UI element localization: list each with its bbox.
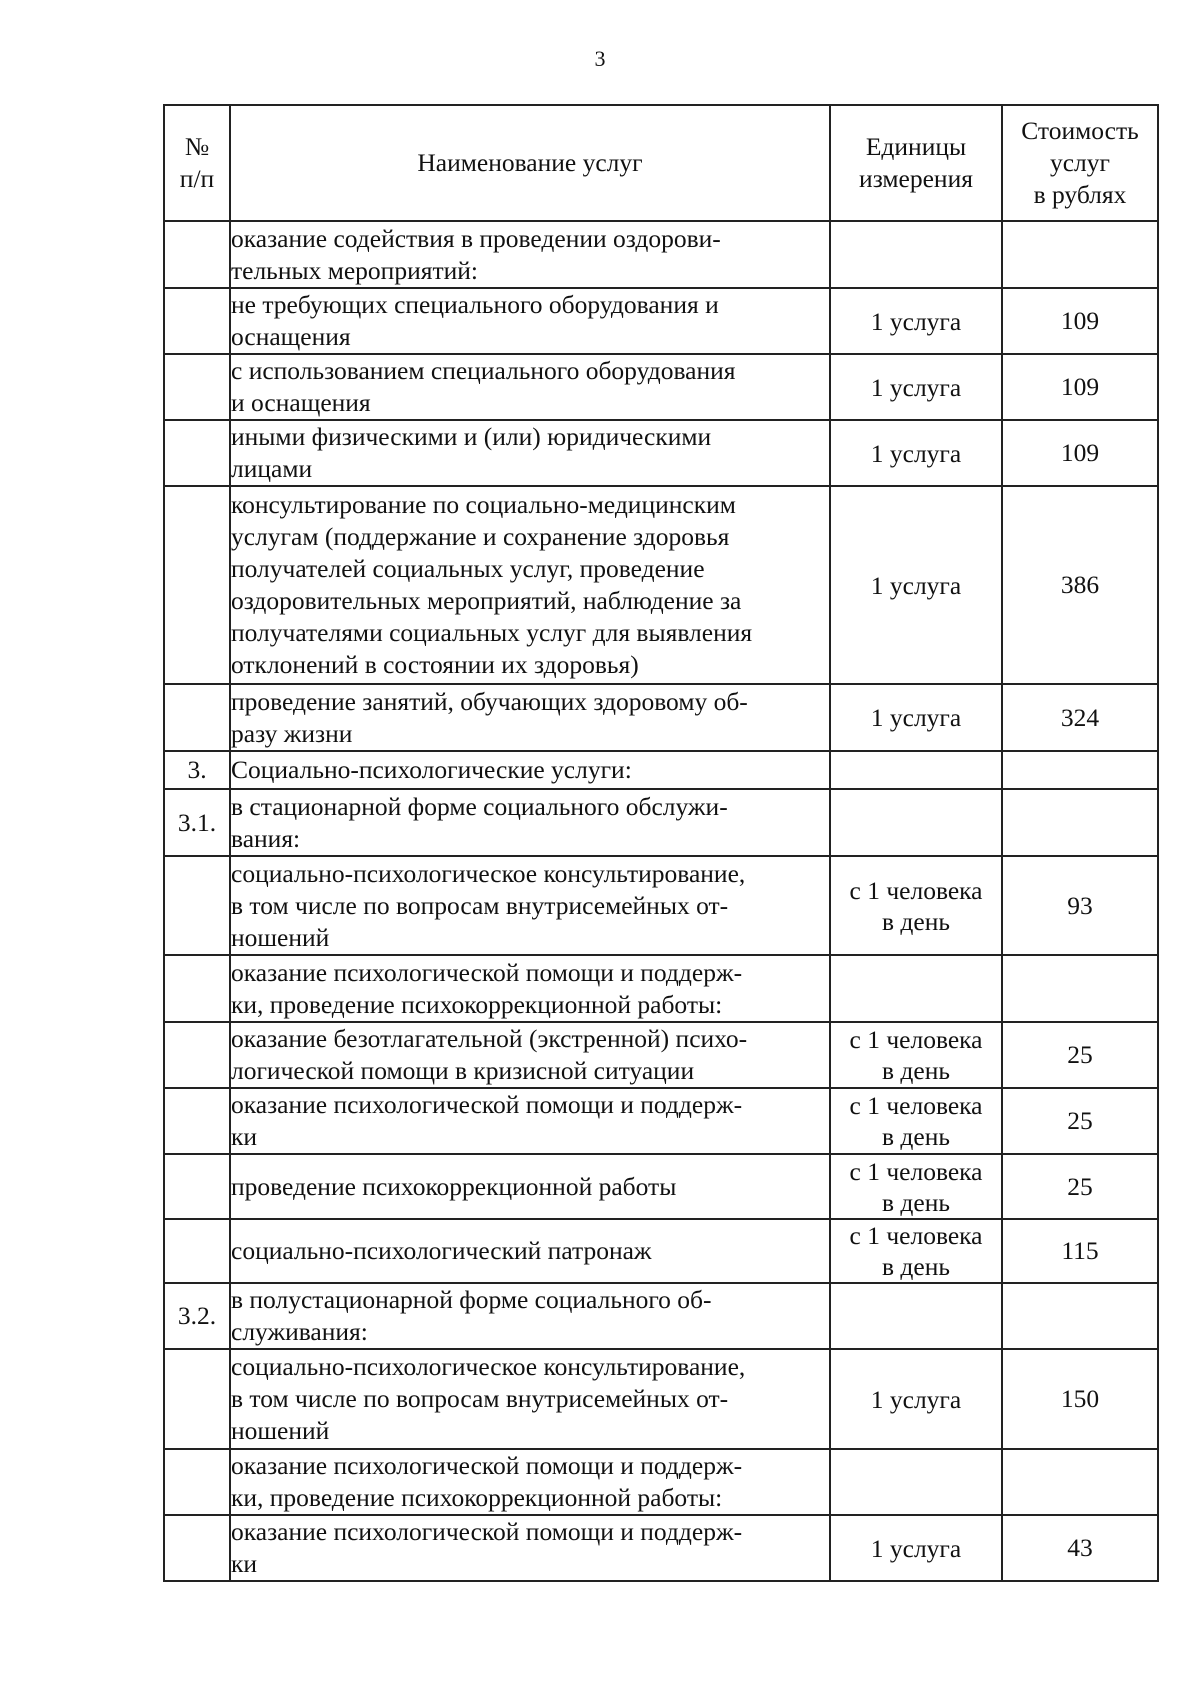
- service-name: социально-психологическое консультирование, в том числе по вопросам внутрисемейных от- ношений: [230, 1349, 830, 1449]
- row-number: 3.1.: [164, 789, 230, 856]
- table-row: [164, 1154, 1158, 1219]
- service-name: оказание содействия в проведении оздорови- тельных мероприятий:: [230, 221, 830, 288]
- row-number: 3.2.: [164, 1283, 230, 1349]
- unit-of-measure: с 1 человека в день: [830, 1219, 1002, 1283]
- price-value: 25: [1002, 1088, 1158, 1154]
- service-name: оказание психологической помощи и поддерж- ки, проведение психокоррекционной работы:: [230, 1449, 830, 1515]
- table-row: [164, 486, 1158, 684]
- table-row: [164, 684, 1158, 751]
- header-price: Стоимость услуг в рублях: [1002, 105, 1158, 221]
- unit-of-measure: 1 услуга: [830, 1515, 1002, 1581]
- price-value: [1002, 789, 1158, 856]
- price-value: 25: [1002, 1022, 1158, 1088]
- service-name: проведение занятий, обучающих здоровому об- разу жизни: [230, 684, 830, 751]
- unit-of-measure: [830, 1449, 1002, 1515]
- unit-of-measure: 1 услуга: [830, 288, 1002, 354]
- unit-of-measure: 1 услуга: [830, 1349, 1002, 1449]
- table-row: [164, 955, 1158, 1022]
- service-name: иными физическими и (или) юридическими лицами: [230, 420, 830, 486]
- service-name: с использованием специального оборудования и оснащения: [230, 354, 830, 420]
- price-value: 109: [1002, 354, 1158, 420]
- price-value: 150: [1002, 1349, 1158, 1449]
- unit-of-measure: с 1 человека в день: [830, 856, 1002, 955]
- price-value: 115: [1002, 1219, 1158, 1283]
- unit-of-measure: 1 услуга: [830, 420, 1002, 486]
- table-row: [164, 1022, 1158, 1088]
- unit-of-measure: 1 услуга: [830, 486, 1002, 684]
- row-number: [164, 288, 230, 354]
- row-number: 3.: [164, 751, 230, 789]
- page-number: 3: [594, 46, 606, 71]
- table-row: [164, 856, 1158, 955]
- subsection-title: в полустационарной форме социального об- служивания:: [230, 1283, 830, 1349]
- header-number: № п/п: [164, 105, 230, 221]
- price-value: 109: [1002, 288, 1158, 354]
- table-row: [164, 751, 1158, 789]
- price-value: 386: [1002, 486, 1158, 684]
- unit-of-measure: [830, 1283, 1002, 1349]
- price-value: [1002, 1449, 1158, 1515]
- row-number: [164, 1515, 230, 1581]
- table-row: [164, 1449, 1158, 1515]
- price-value: 109: [1002, 420, 1158, 486]
- price-value: [1002, 221, 1158, 288]
- table-row: [164, 789, 1158, 856]
- price-value: [1002, 751, 1158, 789]
- table-row: [164, 420, 1158, 486]
- unit-of-measure: [830, 751, 1002, 789]
- row-number: [164, 1349, 230, 1449]
- table-row: [164, 1349, 1158, 1449]
- price-value: 25: [1002, 1154, 1158, 1219]
- table-row: [164, 1219, 1158, 1283]
- unit-of-measure: [830, 789, 1002, 856]
- service-name: социально-психологический патронаж: [230, 1219, 830, 1283]
- table-row: [164, 1088, 1158, 1154]
- service-name: оказание психологической помощи и поддерж- ки: [230, 1088, 830, 1154]
- service-name: проведение психокоррекционной работы: [230, 1154, 830, 1219]
- row-number: [164, 1449, 230, 1515]
- row-number: [164, 1022, 230, 1088]
- row-number: [164, 354, 230, 420]
- row-number: [164, 1088, 230, 1154]
- unit-of-measure: с 1 человека в день: [830, 1022, 1002, 1088]
- price-value: 43: [1002, 1515, 1158, 1581]
- service-name: оказание психологической помощи и поддерж- ки, проведение психокоррекционной работы:: [230, 955, 830, 1022]
- section-title: Социально-психологические услуги:: [230, 751, 830, 789]
- unit-of-measure: [830, 955, 1002, 1022]
- service-name: не требующих специального оборудования и оснащения: [230, 288, 830, 354]
- row-number: [164, 1154, 230, 1219]
- price-value: 93: [1002, 856, 1158, 955]
- table-row: [164, 1283, 1158, 1349]
- row-number: [164, 1219, 230, 1283]
- table-row: [164, 221, 1158, 288]
- service-name: консультирование по социально-медицинским услугам (поддержание и сохранение здоровья получателей социальных услуг, проведение оздоровительных мероприятий, наблюдение за получателями социальных услуг для выявления отклонений в состоянии их здоровья): [230, 486, 830, 684]
- unit-of-measure: с 1 человека в день: [830, 1154, 1002, 1219]
- row-number: [164, 955, 230, 1022]
- table-row: [164, 354, 1158, 420]
- service-name: оказание психологической помощи и поддерж- ки: [230, 1515, 830, 1581]
- row-number: [164, 486, 230, 684]
- row-number: [164, 856, 230, 955]
- row-number: [164, 684, 230, 751]
- header-unit: Единицы измерения: [830, 105, 1002, 221]
- subsection-title: в стационарной форме социального обслужи- вания:: [230, 789, 830, 856]
- unit-of-measure: с 1 человека в день: [830, 1088, 1002, 1154]
- services-price-table: [163, 104, 1159, 1582]
- table-row: [164, 1515, 1158, 1581]
- table-row: [164, 288, 1158, 354]
- service-name: социально-психологическое консультирование, в том числе по вопросам внутрисемейных от- ношений: [230, 856, 830, 955]
- row-number: [164, 420, 230, 486]
- table-header-row: [164, 105, 1158, 221]
- unit-of-measure: [830, 221, 1002, 288]
- header-service-name: Наименование услуг: [230, 105, 830, 221]
- price-value: [1002, 955, 1158, 1022]
- service-name: оказание безотлагательной (экстренной) психо- логической помощи в кризисной ситуации: [230, 1022, 830, 1088]
- unit-of-measure: 1 услуга: [830, 354, 1002, 420]
- price-value: 324: [1002, 684, 1158, 751]
- unit-of-measure: 1 услуга: [830, 684, 1002, 751]
- row-number: [164, 221, 230, 288]
- price-value: [1002, 1283, 1158, 1349]
